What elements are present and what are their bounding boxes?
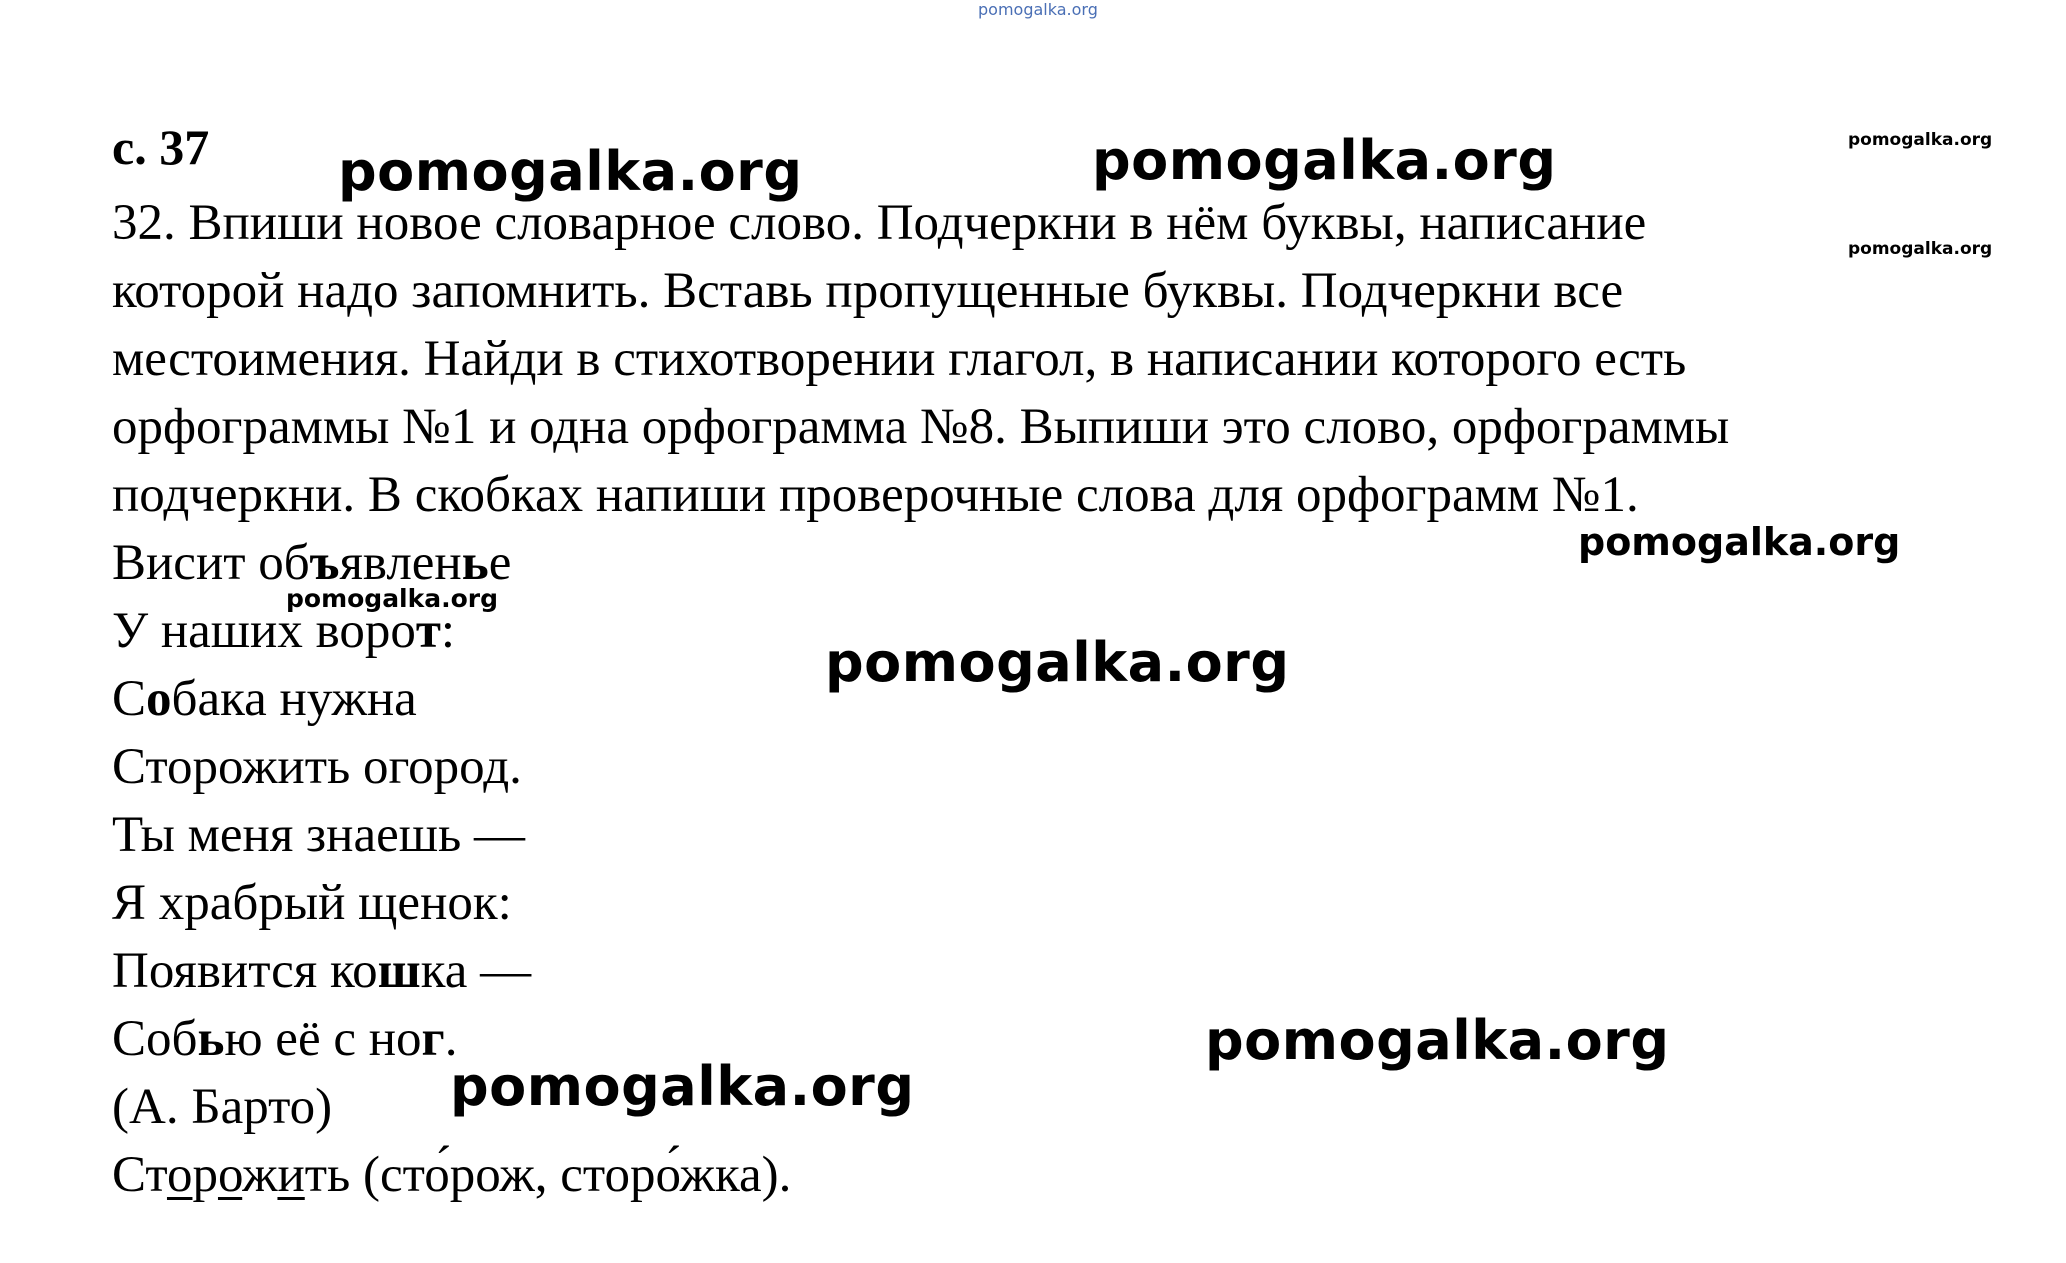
answer-text: р <box>192 1147 218 1203</box>
top-watermark: pomogalka.org <box>978 0 1098 19</box>
watermark: pomogalka.org <box>1092 129 1557 192</box>
poem-text: явлен <box>339 535 462 591</box>
poem-line-4: Сторожить огород. <box>112 739 522 795</box>
poem-text: Соб <box>112 1011 198 1067</box>
task-line-5: подчеркни. В скобках напиши проверочные слова для орфограмм №1. <box>112 467 1639 523</box>
poem-text: : <box>440 603 456 659</box>
answer-text: Ст <box>112 1147 167 1203</box>
inserted-letter: ь <box>197 1011 225 1067</box>
watermark: pomogalka.org <box>825 631 1290 694</box>
inserted-letter: ь <box>461 535 489 591</box>
poem-text: У наших воро <box>112 603 416 659</box>
watermark: pomogalka.org <box>1848 130 1993 150</box>
answer-text: ж <box>242 1147 278 1203</box>
poem-line-2 <box>112 603 456 659</box>
poem-text: . <box>444 1011 458 1067</box>
underlined-letter: о <box>166 1147 193 1203</box>
poem-line-8 <box>112 1011 458 1067</box>
watermark: pomogalka.org <box>1205 1009 1670 1072</box>
watermark: pomogalka.org <box>286 584 499 613</box>
watermark: pomogalka.org <box>1578 520 1901 564</box>
page-number: с. 37 <box>112 119 210 175</box>
poem-text: ю её с но <box>224 1011 422 1067</box>
underlined-letter: о <box>217 1147 243 1203</box>
watermark: pomogalka.org <box>1848 239 1993 259</box>
poem-line-6: Я храбрый щенок: <box>112 875 512 931</box>
poem-line-1 <box>112 535 512 591</box>
poem-text: ка — <box>420 943 532 999</box>
task-line-3: местоимения. Найди в стихотворении глагол, в написании которого есть <box>112 331 1687 387</box>
answer-line <box>112 1147 792 1203</box>
watermark: pomogalka.org <box>450 1055 915 1118</box>
underlined-letter: и <box>277 1147 305 1203</box>
poem-text: е <box>488 535 512 591</box>
task-line-1: 32. Впиши новое словарное слово. Подчеркни в нём буквы, написание <box>112 195 1647 251</box>
poem-text: Висит об <box>112 535 310 591</box>
answer-text: ть <box>304 1147 351 1203</box>
task-line-2: которой надо запомнить. Вставь пропущенные буквы. Подчеркни все <box>112 263 1624 319</box>
check-words: (сто́рож, сторо́жка). <box>363 1147 792 1203</box>
poem-text: Появится ко <box>112 943 378 999</box>
inserted-letter: г <box>421 1011 445 1067</box>
watermark: pomogalka.org <box>338 140 803 203</box>
poem-line-5: Ты меня знаешь — <box>112 807 526 863</box>
inserted-letter: о <box>146 671 172 727</box>
inserted-letter: ш <box>377 943 421 999</box>
poem-text: бака нужна <box>171 671 417 727</box>
task-line-4: орфограммы №1 и одна орфограмма №8. Выпиши это слово, орфограммы <box>112 399 1730 455</box>
poem-line-7 <box>112 943 532 999</box>
inserted-letter: т <box>415 603 441 659</box>
poem-line-3 <box>112 671 417 727</box>
poem-author: (А. Барто) <box>112 1079 333 1135</box>
poem-text: С <box>112 671 147 727</box>
inserted-letter: ъ <box>309 535 340 591</box>
